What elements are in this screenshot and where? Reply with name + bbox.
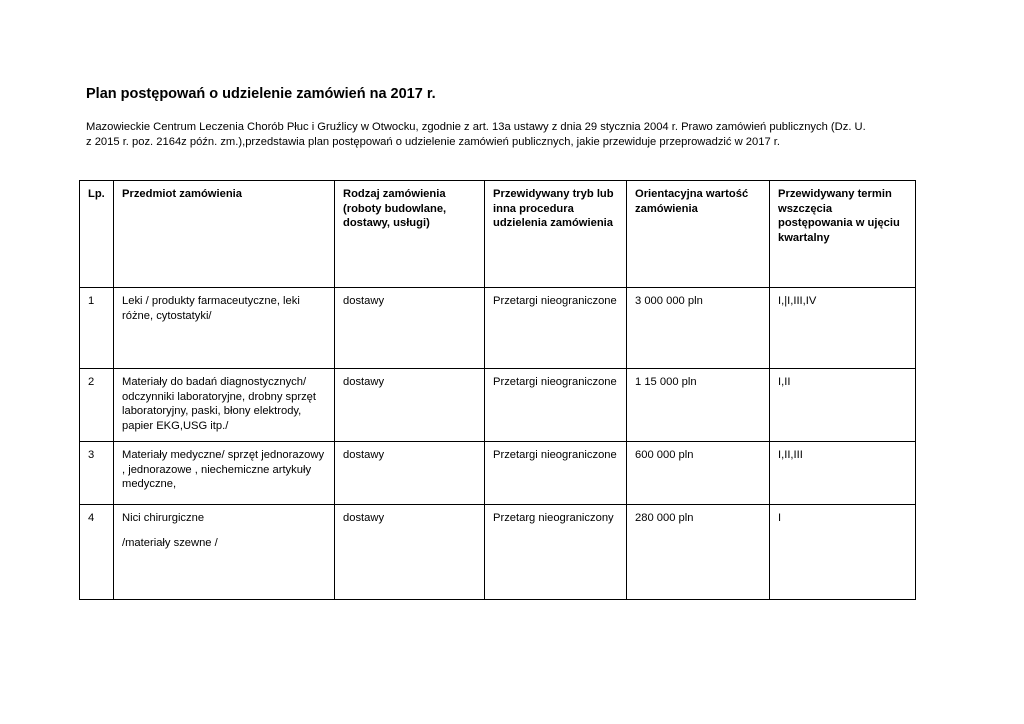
- page-title: Plan postępowań o udzielenie zamówień na 2017 r.: [86, 86, 436, 102]
- intro-line-2: z 2015 r. poz. 2164z późn. zm.),przedstawia plan postępowań o udzielenie zamówień publicznych, jakie przewiduje przeprowadzić w 2017 r.: [86, 136, 781, 148]
- cell-subject-main: Nici chirurgiczne: [122, 512, 205, 524]
- header-subject: Przedmiot zamówienia: [114, 181, 335, 288]
- cell-subject: [114, 505, 335, 600]
- cell-value: 3 000 000 pln: [627, 288, 770, 369]
- cell-subject: Materiały do badań diagnostycznych/ odczynniki laboratoryjne, drobny sprzęt laboratoryjny, paski, błony elektrody, papier EKG,USG itp./: [114, 369, 335, 442]
- cell-term: I,|I,III,IV: [770, 288, 916, 369]
- table-row: [80, 369, 916, 442]
- cell-value: 1 15 000 pln: [627, 369, 770, 442]
- intro-paragraph: [86, 120, 946, 150]
- cell-type: dostawy: [335, 442, 485, 505]
- header-value: Orientacyjna wartość zamówienia: [627, 181, 770, 288]
- cell-procedure: Przetarg nieograniczony: [485, 505, 627, 600]
- cell-subject: Materiały medyczne/ sprzęt jednorazowy , jednorazowe , niechemiczne artykuły medyczne,: [114, 442, 335, 505]
- header-type: Rodzaj zamówienia (roboty budowlane, dostawy, usługi): [335, 181, 485, 288]
- cell-lp: 4: [80, 505, 114, 600]
- cell-subject: Leki / produkty farmaceutyczne, leki różne, cytostatyki/: [114, 288, 335, 369]
- procurement-plan-table: [79, 180, 916, 600]
- cell-term: I,II: [770, 369, 916, 442]
- cell-lp: 3: [80, 442, 114, 505]
- header-lp: Lp.: [80, 181, 114, 288]
- cell-procedure: Przetargi nieograniczone: [485, 288, 627, 369]
- cell-procedure: Przetargi nieograniczone: [485, 369, 627, 442]
- cell-procedure: Przetargi nieograniczone: [485, 442, 627, 505]
- intro-line-1: Mazowieckie Centrum Leczenia Chorób Płuc i Gruźlicy w Otwocku, zgodnie z art. 13a ustawy z dnia 29 stycznia 2004 r. Prawo zamówień publicznych (Dz. U.: [86, 121, 866, 133]
- cell-term: I: [770, 505, 916, 600]
- cell-term: I,II,III: [770, 442, 916, 505]
- cell-value: 280 000 pln: [627, 505, 770, 600]
- cell-value: 600 000 pln: [627, 442, 770, 505]
- header-procedure: Przewidywany tryb lub inna procedura udzielenia zamówienia: [485, 181, 627, 288]
- cell-subject-note: /materiały szewne /: [122, 536, 218, 549]
- cell-type: dostawy: [335, 369, 485, 442]
- table-row: [80, 288, 916, 369]
- table-header-row: [80, 181, 916, 288]
- cell-lp: 2: [80, 369, 114, 442]
- cell-lp: 1: [80, 288, 114, 369]
- cell-type: dostawy: [335, 505, 485, 600]
- header-term: Przewidywany termin wszczęcia postępowania w ujęciu kwartalny: [770, 181, 916, 288]
- table-row: [80, 442, 916, 505]
- table-row: [80, 505, 916, 600]
- cell-type: dostawy: [335, 288, 485, 369]
